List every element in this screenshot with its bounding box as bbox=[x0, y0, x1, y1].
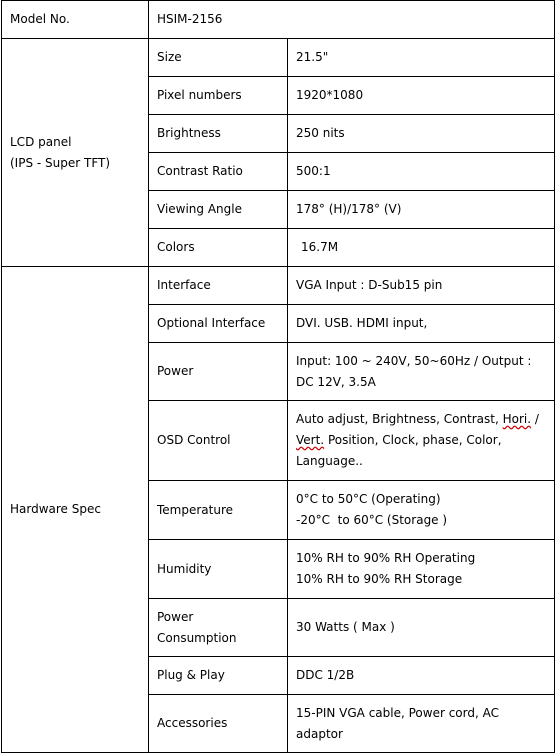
spec-value: DVI. USB. HDMI input, bbox=[288, 305, 555, 343]
power-line1: Input: 100 ~ 240V, 50~60Hz / Output : bbox=[296, 353, 532, 368]
accessories-line2: adaptor bbox=[296, 726, 343, 741]
spec-label: Optional Interface bbox=[149, 305, 288, 343]
model-value: HSIM-2156 bbox=[149, 1, 555, 39]
power-line2: DC 12V, 3.5A bbox=[296, 374, 376, 389]
lcd-group-line2: (IPS - Super TFT) bbox=[10, 155, 111, 170]
osd-line1 bbox=[296, 409, 546, 430]
spec-value bbox=[288, 540, 555, 599]
spec-label: Pixel numbers bbox=[149, 77, 288, 115]
table-row bbox=[2, 267, 555, 305]
spec-label: Brightness bbox=[149, 115, 288, 153]
lcd-group-label bbox=[2, 39, 149, 267]
spec-value: 250 nits bbox=[288, 115, 555, 153]
lcd-group-line1: LCD panel bbox=[10, 134, 72, 149]
spec-value: VGA Input : D-Sub15 pin bbox=[288, 267, 555, 305]
accessories-line1: 15-PIN VGA cable, Power cord, AC bbox=[296, 705, 499, 720]
hardware-group-label: Hardware Spec bbox=[2, 267, 149, 753]
spec-label: Interface bbox=[149, 267, 288, 305]
spec-label: Contrast Ratio bbox=[149, 153, 288, 191]
spec-label: Colors bbox=[149, 229, 288, 267]
spec-label: Temperature bbox=[149, 481, 288, 540]
spec-label: OSD Control bbox=[149, 401, 288, 481]
osd-line3: Language.. bbox=[296, 454, 363, 468]
spec-table bbox=[1, 0, 555, 753]
spec-value bbox=[288, 481, 555, 540]
humidity-line1: 10% RH to 90% RH Operating bbox=[296, 551, 476, 565]
power-consumption-label-line2: Consumption bbox=[157, 630, 237, 645]
spec-value bbox=[288, 695, 555, 753]
humidity-line2: 10% RH to 90% RH Storage bbox=[296, 572, 463, 586]
spec-value: 178° (H)/178° (V) bbox=[288, 191, 555, 229]
spec-label: Accessories bbox=[149, 695, 288, 753]
spec-value: 16.7M bbox=[288, 229, 555, 267]
spec-value: 500:1 bbox=[288, 153, 555, 191]
osd-hori: Hori. bbox=[502, 412, 532, 426]
spec-value: 1920*1080 bbox=[288, 77, 555, 115]
model-label: Model No. bbox=[2, 1, 149, 39]
spec-label bbox=[149, 599, 288, 657]
osd-line2-text: Position, Clock, phase, Color, bbox=[324, 433, 502, 447]
osd-line1-end: / bbox=[531, 412, 539, 426]
power-consumption-label-line1: Power bbox=[157, 609, 194, 624]
temperature-line1: 0°C to 50°C (Operating) bbox=[296, 492, 441, 506]
table-row bbox=[2, 1, 555, 39]
spec-value: 21.5" bbox=[288, 39, 555, 77]
spec-value: 30 Watts ( Max ) bbox=[288, 599, 555, 657]
spec-value bbox=[288, 401, 555, 481]
spec-label: Power bbox=[149, 343, 288, 401]
osd-line2 bbox=[296, 430, 546, 451]
spec-label: Plug & Play bbox=[149, 657, 288, 695]
spec-value: DDC 1/2B bbox=[288, 657, 555, 695]
osd-line1-text: Auto adjust, Brightness, Contrast, bbox=[296, 412, 503, 426]
spec-label: Humidity bbox=[149, 540, 288, 599]
spec-value bbox=[288, 343, 555, 401]
temperature-line2: -20°C to 60°C (Storage ) bbox=[296, 513, 448, 527]
osd-vert: Vert. bbox=[296, 433, 325, 447]
spec-label: Size bbox=[149, 39, 288, 77]
table-row bbox=[2, 39, 555, 77]
spec-label: Viewing Angle bbox=[149, 191, 288, 229]
